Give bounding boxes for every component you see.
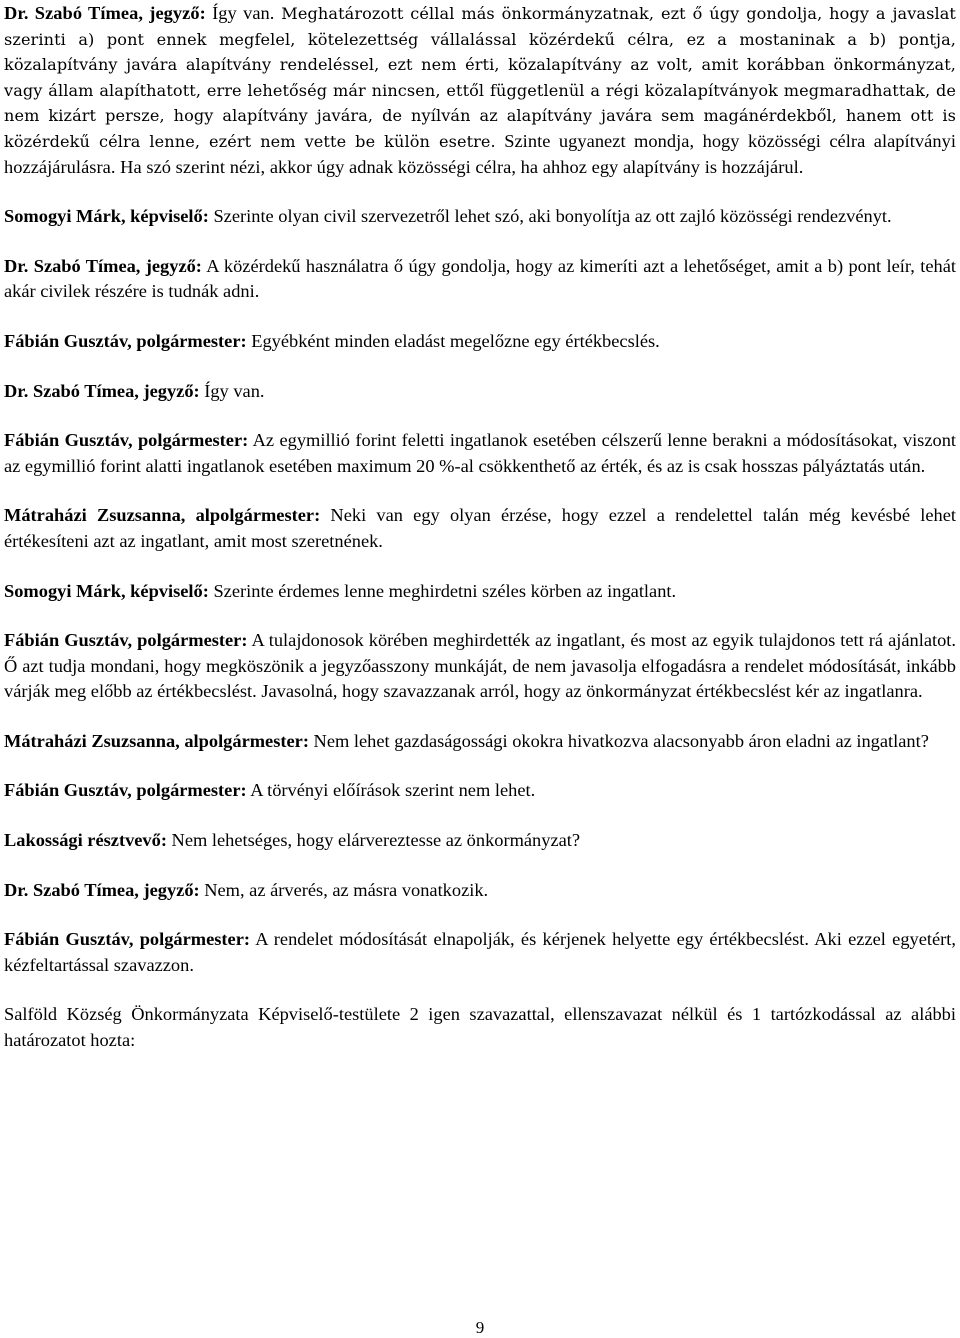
paragraph-13 [4, 878, 956, 904]
paragraph-text: Így van. [199, 380, 265, 401]
speaker-name: Dr. Szabó Tímea, jegyző: [4, 879, 200, 900]
speaker-name: Fábián Gusztáv, polgármester: [4, 330, 247, 351]
paragraph-text: A rendelet módosítását elnapolják, és kérjenek helyette egy értékbecslést. Aki ezzel egyetért, kézfeltartással szavazzon. [4, 929, 956, 975]
paragraph-text: Neki van egy olyan érzése, hogy ezzel a rendelettel talán még kevésbé lehet értékesíteni azt az ingatlant, amit most szeretnének. [4, 505, 956, 551]
paragraph-text: Salföld Község Önkormányzata Képviselő-testülete 2 igen szavazattal, ellenszavazat nélkül és 1 tartózkodással az alábbi határozatot hozta: [4, 1004, 956, 1051]
paragraph-10 [4, 729, 956, 755]
resolution-intro [4, 1002, 956, 1053]
paragraph-9 [4, 628, 956, 705]
paragraph-text: Szerinte érdemes lenne meghirdetni széles körben az ingatlant. [208, 580, 677, 601]
speaker-name: Mátraházi Zsuzsanna, alpolgármester: [4, 730, 309, 751]
paragraph-8 [4, 579, 956, 605]
paragraph-text: Szinte ugyanezt mondja, hogy közösségi célra alapítványi hozzájárulásra. Ha szó szerint nézi, akkor úgy adnak közösségi célra, ha ahhoz egy alapítvány is hozzájárul. [4, 130, 956, 177]
paragraph-text: A törvényi előírások szerint nem lehet. [246, 780, 536, 801]
paragraph-text: A közérdekű használatra ő úgy gondolja, hogy az kimeríti azt a lehetőséget, amit a b) pont leír, tehát akár civilek részére is tudnák adni. [4, 255, 956, 302]
speaker-name: Dr. Szabó Tímea, jegyző: [4, 255, 202, 276]
paragraph-5 [4, 379, 956, 405]
paragraph-text: Nem lehet gazdaságossági okokra hivatkozva alacsonyabb áron eladni az ingatlant? [308, 730, 929, 751]
paragraph-11 [4, 778, 956, 804]
paragraph-7 [4, 503, 956, 554]
speaker-name: Dr. Szabó Tímea, jegyző: [4, 3, 206, 23]
paragraph-2 [4, 204, 956, 230]
paragraph-3 [4, 254, 956, 305]
document-page [4, 0, 956, 1054]
speaker-name: Somogyi Márk, képviselő: [4, 580, 209, 601]
paragraph-text: Az egymillió forint feletti ingatlanok esetében célszerű lenne berakni a módosításokat, viszont az egymillió forint alatti ingatlanok esetében maximum 20 %-al csökkenthető az érték, és az is csak hosszas pályáztatás után. [4, 430, 956, 476]
paragraph-4 [4, 329, 956, 355]
paragraph-text: Így van. [205, 3, 275, 23]
speaker-name: Fábián Gusztáv, polgármester: [4, 929, 250, 950]
speaker-name: Dr. Szabó Tímea, jegyző: [4, 380, 200, 401]
paragraph-text: Meghatározott céllal más önkormányzatnak, ezt ő úgy gondolja, hogy a javaslat szerinti a) pont ennek megfelel, kötelezettség vállalással közérdekű célra, ez a mostaninak a b) pontja, közalapítvány javára alapítvány rendeléssel, ezt nem érti, közalapítvány az volt, amit korábban önkormányzat, vagy állam alapíthatott, erre lehetőség már nincsen, ettől függetlenül a régi közalapítványok megmaradhattak, de nem kizárt persze, hogy alapítvány javára, de nyílván az alapítvány javára sem magánérdekből, hanem ott is közérdekű célra lenne, ezért nem vette be külön esetre. [4, 4, 956, 151]
speaker-name: Mátraházi Zsuzsanna, alpolgármester: [4, 505, 321, 526]
paragraph-text: Nem lehetséges, hogy elárvereztesse az önkormányzat? [166, 830, 581, 851]
paragraph-text: Nem, az árverés, az másra vonatkozik. [199, 879, 489, 900]
paragraph-1 [4, 1, 956, 180]
paragraph-text: A tulajdonosok körében meghirdették az ingatlant, és most az egyik tulajdonos tett rá ajánlatot. Ő azt tudja mondani, hogy megköszönik a jegyzőasszony munkáját, de nem javasolja elfogadásra a rendelet módosítását, inkább várják meg előbb az értékbecslést. Javasolná, hogy szavazzanak arról, hogy az önkormányzat értékbecslést kér az ingatlanra. [4, 630, 957, 702]
speaker-name: Fábián Gusztáv, polgármester: [4, 630, 248, 651]
paragraph-text: Egyébként minden eladást megelőzne egy értékbecslés. [246, 330, 660, 351]
speaker-name: Fábián Gusztáv, polgármester: [4, 430, 249, 451]
speaker-name: Fábián Gusztáv, polgármester: [4, 780, 247, 801]
speaker-name: Somogyi Márk, képviselő: [4, 206, 209, 227]
paragraph-14 [4, 927, 956, 978]
paragraph-6 [4, 428, 956, 479]
speaker-name: Lakossági résztvevő: [4, 830, 167, 851]
page-number: 9 [475, 1318, 485, 1337]
paragraph-text: Szerinte olyan civil szervezetről lehet szó, aki bonyolítja az ott zajló közösségi rendezvényt. [208, 206, 892, 227]
paragraph-12 [4, 828, 956, 854]
